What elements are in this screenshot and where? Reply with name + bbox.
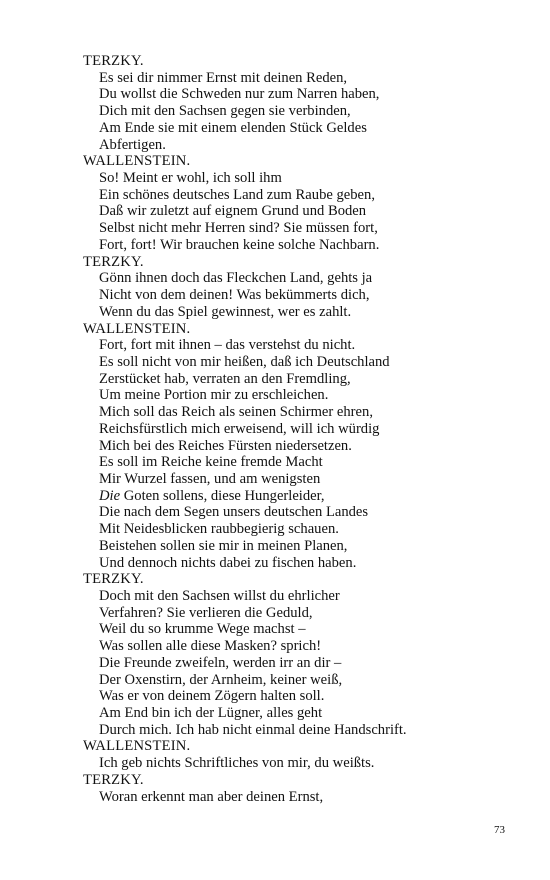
verse-line: Nicht von dem deinen! Was bekümmerts dich, <box>99 287 370 304</box>
play-text <box>83 53 543 805</box>
speaker-name: TERZKY. <box>83 571 144 588</box>
verse-line: Mich soll das Reich als seinen Schirmer ehren, <box>99 404 373 421</box>
verse-line: Um meine Portion mir zu erschleichen. <box>99 387 329 404</box>
verse-line: Wenn du das Spiel gewinnest, wer es zahlt. <box>99 303 352 320</box>
verse-line: Es soll nicht von mir heißen, daß ich Deutschland <box>99 353 390 370</box>
verse-line: Was er von deinem Zögern halten soll. <box>99 688 325 705</box>
verse-line: Am Ende sie mit einem elenden Stück Geldes <box>99 119 367 136</box>
verse-line: Und dennoch nichts dabei zu fischen haben. <box>99 554 357 571</box>
verse-line: So! Meint er wohl, ich soll ihm <box>99 170 282 187</box>
verse-line: Reichsfürstlich mich erweisend, will ich würdig <box>99 420 380 437</box>
speaker-name: WALLENSTEIN. <box>83 738 191 755</box>
verse-line: Es sei dir nimmer Ernst mit deinen Reden, <box>99 69 348 86</box>
verse-line: Gönn ihnen doch das Fleckchen Land, gehts ja <box>99 270 373 287</box>
verse-line: Mir Wurzel fassen, und am wenigsten <box>99 470 321 487</box>
verse-line: Was sollen alle diese Masken? sprich! <box>99 638 322 655</box>
verse-text: Goten sollens, diese Hungerleider, <box>120 487 325 504</box>
verse-line <box>83 488 543 505</box>
verse-line: Die nach dem Segen unsers deutschen Landes <box>99 504 369 521</box>
page-number: 73 <box>494 824 505 836</box>
verse-line: Selbst nicht mehr Herren sind? Sie müssen fort, <box>99 220 378 237</box>
speaker-name: WALLENSTEIN. <box>83 320 191 337</box>
verse-line: Beistehen sollen sie mir in meinen Planen, <box>99 537 348 554</box>
verse-line: Mit Neidesblicken raubbegierig schauen. <box>99 521 339 538</box>
speaker-name: TERZKY. <box>83 53 144 69</box>
verse-line: Die Freunde zweifeln, werden irr an dir – <box>99 654 342 671</box>
verse-line: Es soll im Reiche keine fremde Macht <box>99 454 323 471</box>
verse-line: Dich mit den Sachsen gegen sie verbinden, <box>99 103 351 120</box>
verse-line: Fort, fort mit ihnen – das verstehst du nicht. <box>99 337 356 354</box>
verse-line: Ich geb nichts Schriftliches von mir, du weißts. <box>99 755 375 772</box>
verse-line: Abfertigen. <box>99 136 166 153</box>
speaker-name: WALLENSTEIN. <box>83 153 191 170</box>
verse-line: Mich bei des Reiches Fürsten niedersetzen. <box>99 437 352 454</box>
speaker-name: TERZKY. <box>83 771 144 788</box>
verse-line: Am End bin ich der Lügner, alles geht <box>99 705 323 722</box>
verse-line: Der Oxenstirn, der Arnheim, keiner weiß, <box>99 671 343 688</box>
verse-line: Zerstücket hab, verraten an den Fremdling, <box>99 370 351 387</box>
emphasis: Die <box>99 487 121 504</box>
verse-line: Durch mich. Ich hab nicht einmal deine Handschrift. <box>99 721 407 738</box>
verse-line: Weil du so krumme Wege machst – <box>99 621 306 638</box>
verse-line: Fort, fort! Wir brauchen keine solche Nachbarn. <box>99 236 380 253</box>
verse-line: Doch mit den Sachsen willst du ehrlicher <box>99 588 340 604</box>
verse-line: Woran erkennt man aber deinen Ernst, <box>99 788 324 805</box>
verse-line: Du wollst die Schweden nur zum Narren haben, <box>99 86 380 103</box>
verse-line: Ein schönes deutsches Land zum Raube geben, <box>99 186 375 203</box>
speaker-name: TERZKY. <box>83 253 144 270</box>
verse-line: Verfahren? Sie verlieren die Geduld, <box>99 604 313 621</box>
verse-line: Daß wir zuletzt auf eignem Grund und Boden <box>99 203 367 220</box>
